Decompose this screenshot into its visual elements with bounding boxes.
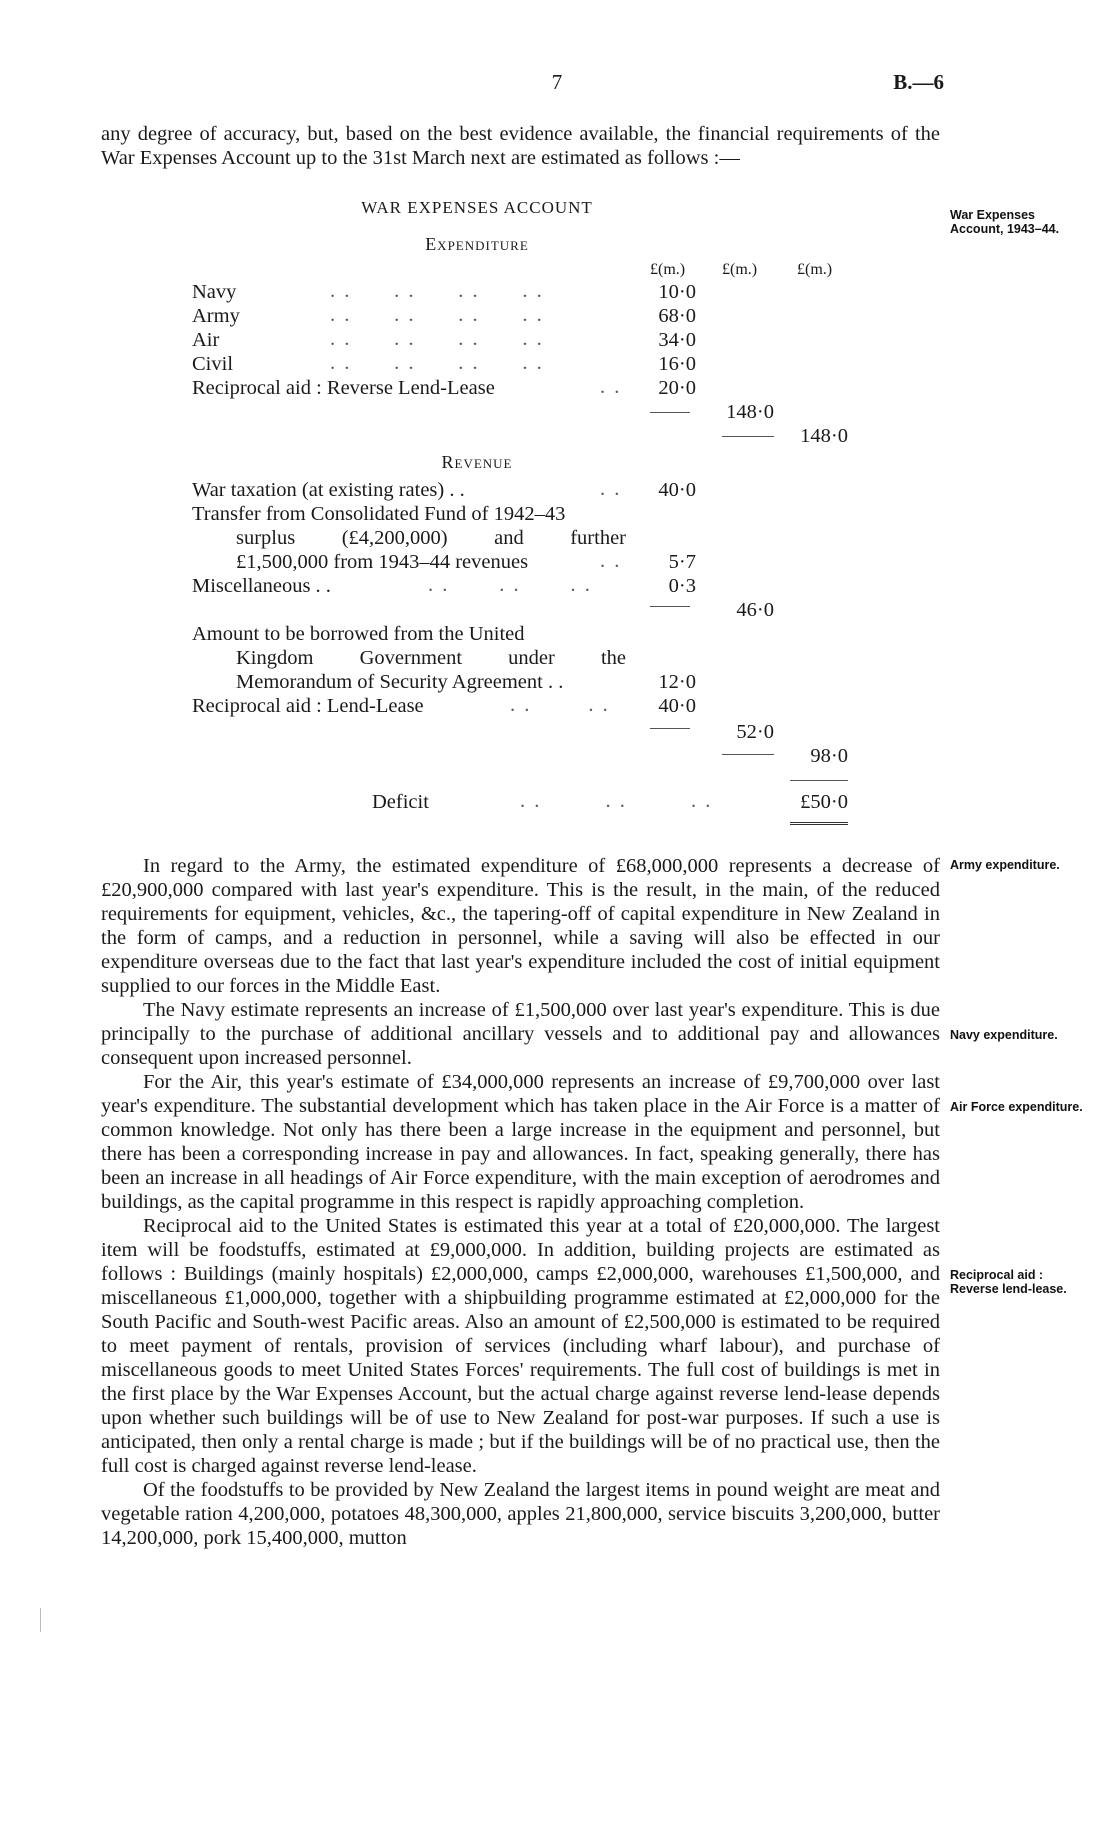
expenditure-label-reverse-lend-lease: Reciprocal aid : Reverse Lend-Lease: [192, 377, 495, 399]
revenue-label-borrowed-line3: Memorandum of Security Agreement . .: [236, 671, 564, 693]
revenue-label-miscellaneous: Miscellaneous . .: [192, 575, 331, 597]
total-rule: [790, 780, 848, 781]
total-rule: [722, 754, 774, 755]
revenue-amount-miscellaneous: 0·3: [668, 575, 696, 597]
leader-dots: . . . . . . . .: [330, 352, 544, 374]
leader-dots: . . . .: [510, 694, 610, 716]
column-header-2: £(m.): [722, 261, 758, 278]
expenditure-amount-reverse-lend-lease: 20·0: [658, 377, 696, 399]
revenue-label-transfer-line2: surplus (£4,200,000) and further: [236, 527, 626, 549]
revenue-label-lend-lease: Reciprocal aid : Lend-Lease: [192, 695, 424, 717]
expenditure-amount-civil: 16·0: [658, 353, 696, 375]
margin-note-war-expenses: War Expenses Account, 1943–44.: [950, 208, 1060, 236]
account-title: WAR EXPENSES ACCOUNT: [361, 198, 593, 217]
leader-dots: . .: [600, 478, 622, 500]
expenditure-heading: Expenditure: [425, 234, 529, 254]
revenue-amount-transfer: 5·7: [668, 551, 696, 573]
paragraph-air: For the Air, this year's estimate of £34,000,000 represents an increase of £9,700,000 over last year's expenditure. The substantial development which has taken place in the Air Force is a matter of common knowledge. Not only has there been a large increase in the equipment and personnel, but there has been a corresponding increase in pay and allowances. In fact, speaking generally, there has been an increase in all headings of Air Force expenditure, with the main exception of aerodromes and buildings, as the capital programme in this respect is rapidly approaching completion.: [101, 1071, 940, 1213]
body-paragraphs: [101, 854, 940, 1550]
expenditure-subtotal: 148·0: [726, 401, 774, 423]
revenue-amount-lend-lease: 40·0: [658, 695, 696, 717]
revenue-total: 98·0: [810, 745, 848, 767]
subtotal-rule: [650, 606, 690, 607]
intro-text: any degree of accuracy, but, based on the best evidence available, the financial requirements of the War Expenses Account up to the 31st March next are estimated as follows :—: [101, 123, 940, 169]
revenue-label-war-taxation: War taxation (at existing rates) . .: [192, 479, 465, 501]
paragraph-navy: The Navy estimate represents an increase of £1,500,000 over last year's expenditure. This is due principally to the purchase of additional ancillary vessels and to additional pay and allowances consequent upon increased personnel.: [101, 999, 940, 1069]
page-number: 7: [551, 70, 563, 94]
leader-dots: . . . . . . . .: [330, 328, 544, 350]
subtotal-rule: [650, 728, 690, 729]
expenditure-label-civil: Civil: [192, 353, 234, 375]
revenue-label-borrowed-line2: Kingdom Government under the: [236, 647, 626, 669]
expenditure-amount-navy: 10·0: [658, 281, 696, 303]
leader-dots: . .: [600, 376, 622, 398]
revenue-amount-war-taxation: 40·0: [658, 479, 696, 501]
leader-dots: . . . . . .: [428, 574, 592, 596]
paragraph-reciprocal-aid: Reciprocal aid to the United States is estimated this year at a total of £20,000,000. The largest item will be foodstuffs, estimated at £9,000,000. In addition, building projects are estimated as follows : Buildings (mainly hospitals) £2,000,000, camps £2,000,000, warehouses £1,500,000, and miscellaneous £1,000,000, together with a shipbuilding programme estimated at £2,000,000 for the South Pacific and South-west Pacific areas. Also an amount of £2,500,000 is estimated to be required to meet payment of rentals, provision of services (including wharf labour), and purchase of miscellaneous goods to meet United States Forces' requirements. The full cost of buildings is met in the first place by the War Expenses Account, but the actual charge against reverse lend-lease depends upon whether such buildings will be of use to New Zealand for post-war purposes. If such a use is anticipated, then only a rental charge is made ; but if the buildings will be of no practical use, then the full cost is charged against reverse lend-lease.: [101, 1215, 940, 1477]
expenditure-label-army: Army: [192, 305, 240, 327]
column-header-3: £(m.): [797, 261, 833, 278]
margin-note-reciprocal-aid: Reciprocal aid : Reverse lend-lease.: [950, 1268, 1067, 1296]
paragraph-army: In regard to the Army, the estimated expenditure of £68,000,000 represents a decrease of £20,900,000 compared with last year's expenditure. This is the result, in the main, of the reduced requirements for equipment, vehicles, &c., the tapering-off of capital expenditure in New Zealand in the form of camps, and a reduction in personnel, while a saving will also be effected in our expenditure overseas due to the fact that last year's expenditure included the cost of initial equipment supplied to our forces in the Middle East.: [101, 855, 940, 997]
margin-note-army: Army expenditure.: [950, 858, 1060, 872]
total-rule: [722, 436, 774, 437]
leader-dots: . . . . . .: [520, 790, 713, 812]
subtotal-rule: [650, 412, 690, 413]
revenue-label-transfer-line3: £1,500,000 from 1943–44 revenues: [236, 551, 529, 573]
column-header-1: £(m.): [650, 261, 686, 278]
revenue-amount-borrowed: 12·0: [658, 671, 696, 693]
margin-note-navy: Navy expenditure.: [950, 1028, 1058, 1042]
leader-dots: . . . . . . . .: [330, 280, 544, 302]
expenditure-label-air: Air: [192, 329, 220, 351]
revenue-label-borrowed-line1: Amount to be borrowed from the United: [192, 623, 525, 645]
revenue-subtotal-2: 52·0: [736, 721, 774, 743]
expenditure-total: 148·0: [800, 425, 848, 447]
leader-dots: . . . . . . . .: [330, 304, 544, 326]
expenditure-amount-army: 68·0: [658, 305, 696, 327]
deficit-label: Deficit: [372, 791, 429, 813]
expenditure-amount-air: 34·0: [658, 329, 696, 351]
expenditure-label-navy: Navy: [192, 281, 237, 303]
leader-dots: . .: [600, 550, 622, 572]
deficit-amount: £50·0: [800, 791, 848, 813]
document-reference: B.—6: [893, 70, 944, 94]
scan-mark: [40, 1608, 41, 1632]
deficit-double-rule: [790, 822, 848, 825]
margin-note-air-force: Air Force expenditure.: [950, 1100, 1083, 1114]
revenue-heading: Revenue: [441, 452, 513, 472]
paragraph-foodstuffs: Of the foodstuffs to be provided by New Zealand the largest items in pound weight are meat and vegetable ration 4,200,000, potatoes 48,300,000, apples 21,800,000, service biscuits 3,200,000, butter 14,200,000, pork 15,400,000, mutton: [101, 1479, 940, 1549]
revenue-subtotal-1: 46·0: [736, 599, 774, 621]
revenue-label-transfer-line1: Transfer from Consolidated Fund of 1942–43: [192, 503, 566, 525]
intro-paragraph: [101, 122, 940, 170]
